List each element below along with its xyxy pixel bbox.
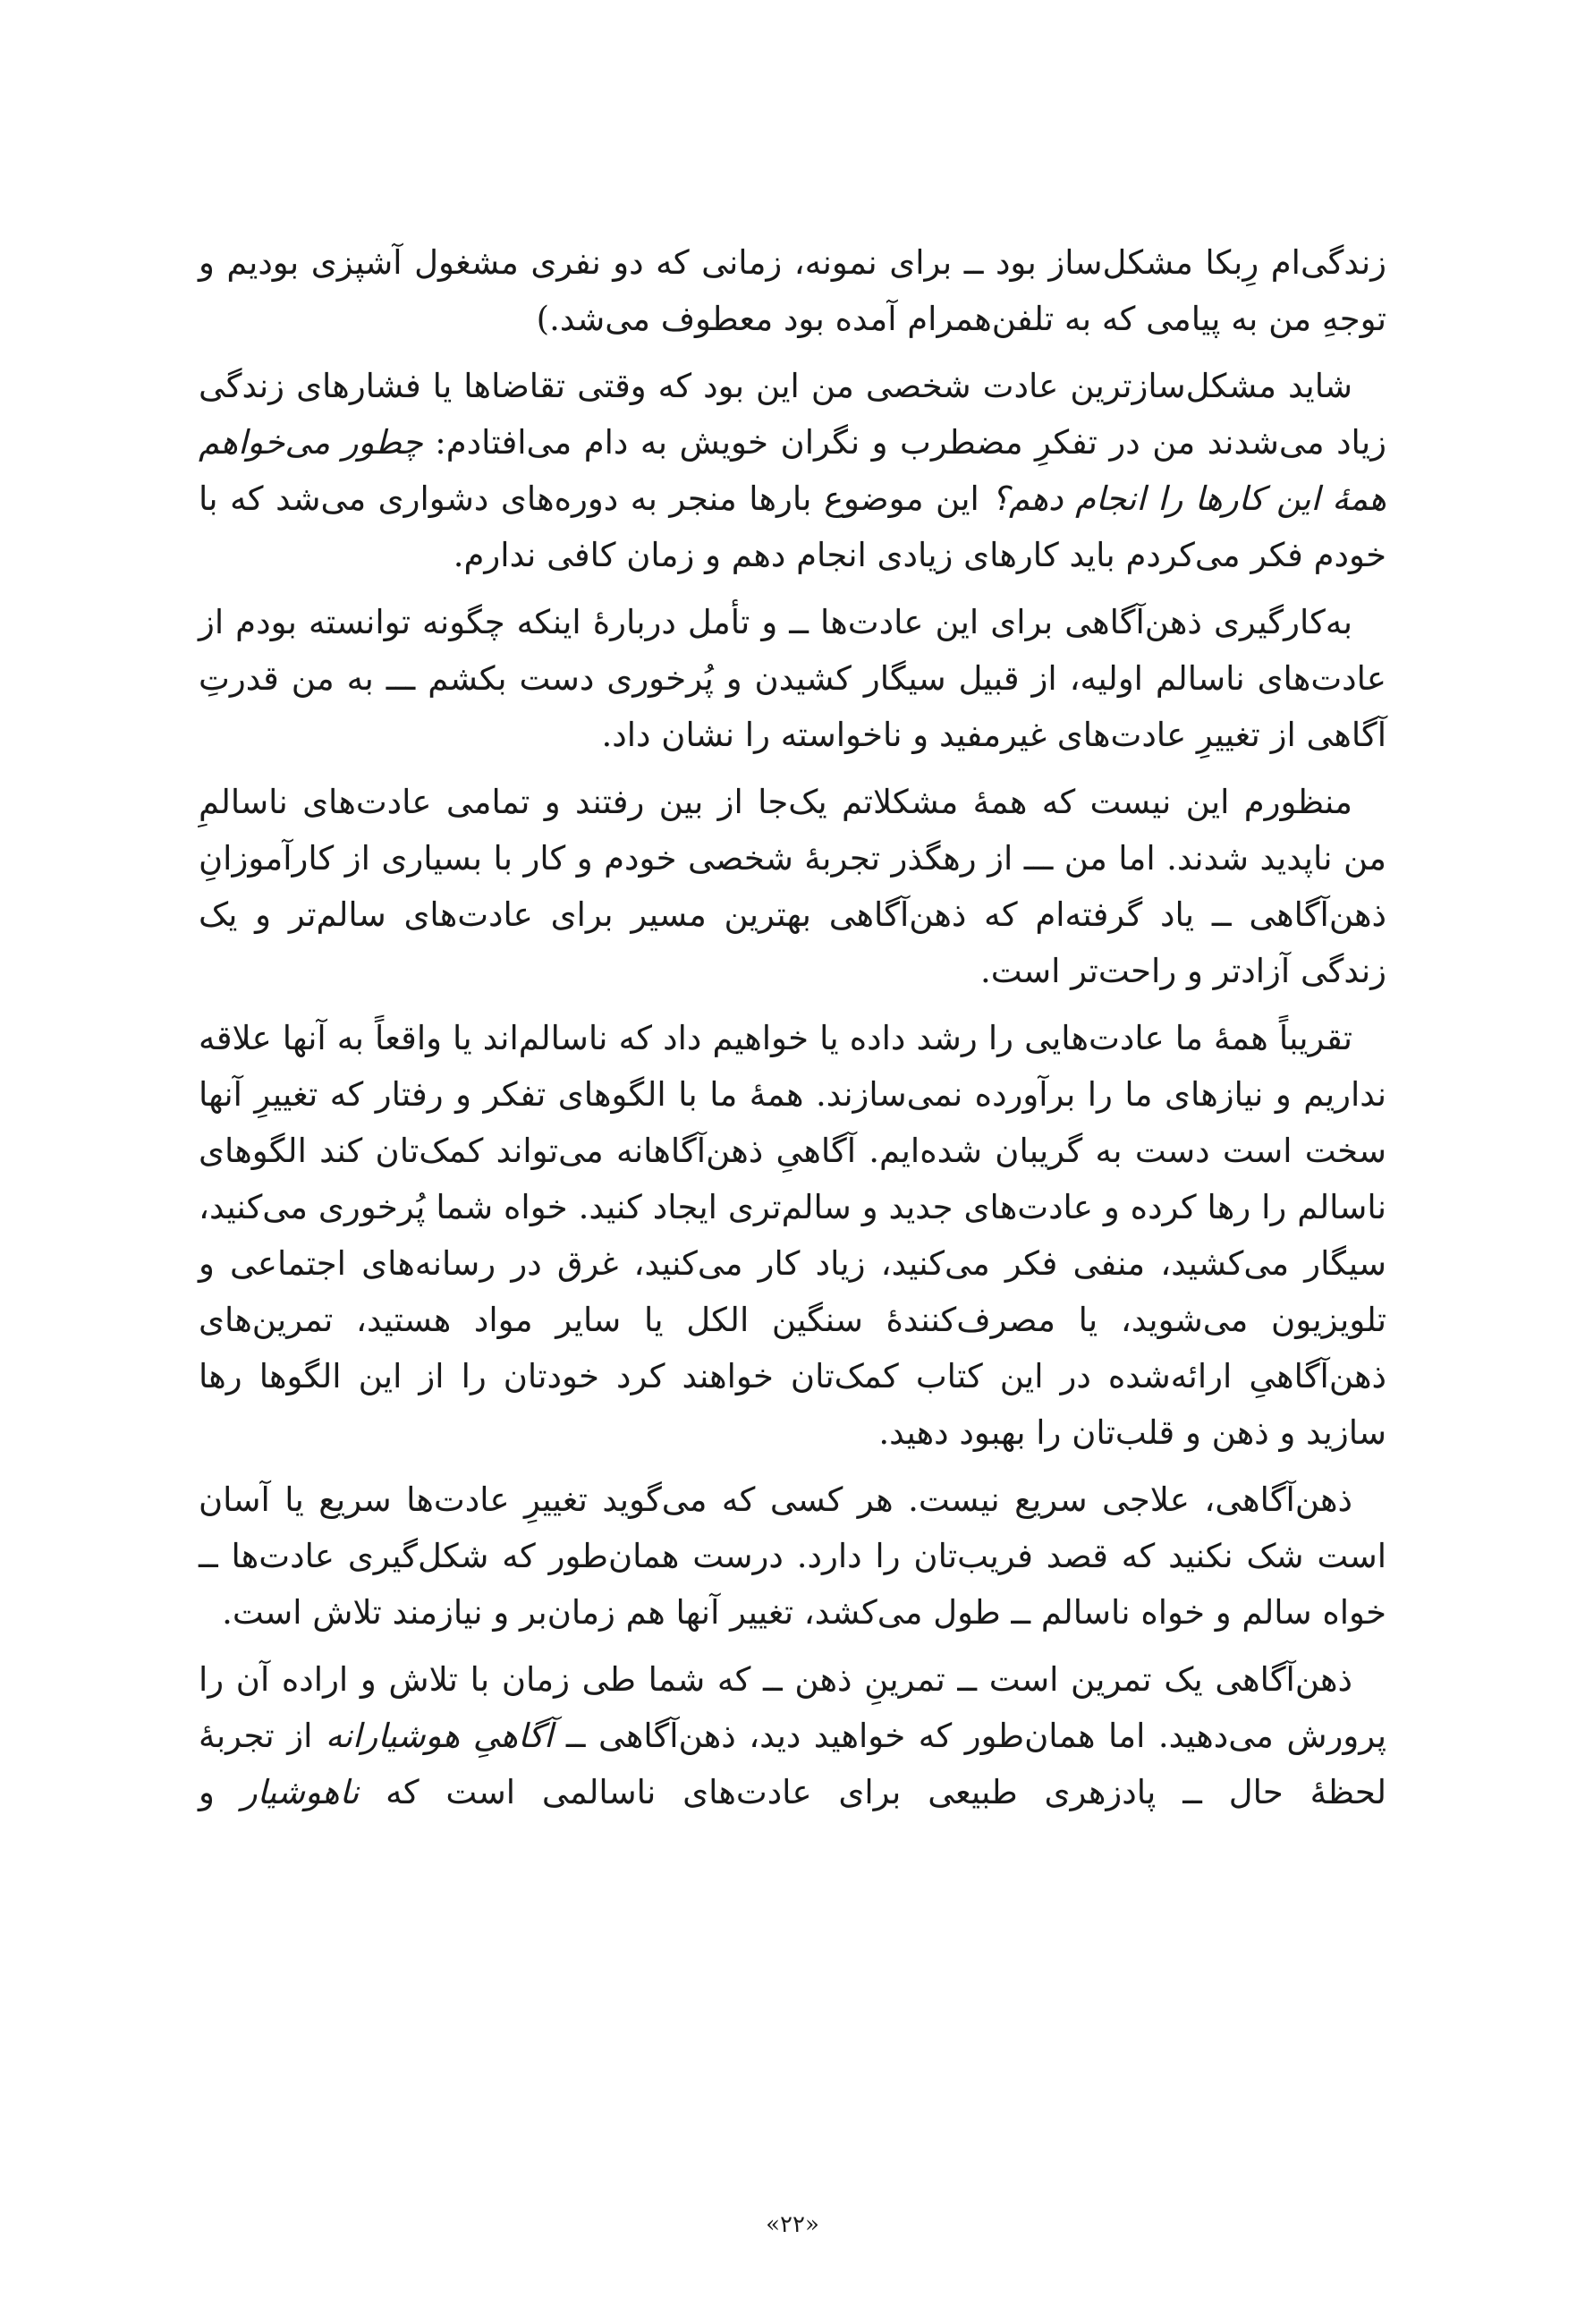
- paragraph: [199, 1472, 1386, 1641]
- text-run: از تجربهٔ لحظهٔ حال ــ پادزهری طبیعی برای عادت‌های ناسالمی است که: [199, 1717, 1386, 1811]
- page-number: «۲۲»: [766, 2211, 819, 2238]
- italic-text: آگاهیِ هوشیارانه: [325, 1717, 554, 1755]
- paragraph: [199, 1651, 1386, 1820]
- paragraph: [199, 358, 1386, 583]
- text-run: زندگی‌ام رِبکا مشکل‌ساز بود ــ برای نمونه، زمانی که دو نفری مشغول آشپزی بودیم و توجهِ من به پیامی که به تلفن‌همرام آمده بود معطوف می‌شد.): [199, 243, 1386, 338]
- italic-text: چطور می‌خواهم همهٔ این کارها را انجام دهم؟: [199, 423, 1386, 518]
- text-run: این موضوع بارها منجر به دوره‌های دشواری می‌شد که با خودم فکر می‌کردم باید کارهای زیادی انجام دهم و زمان کافی ندارم.: [199, 479, 1386, 574]
- text-run: و: [199, 1773, 242, 1811]
- paragraph: [199, 234, 1386, 347]
- paragraph: [199, 774, 1386, 999]
- text-run: به‌کارگیری ذهن‌آگاهی برای این عادت‌ها ــ و تأمل دربارهٔ اینکه چگونه توانسته بودم از عادت‌های ناسالم اولیه، از قبیل سیگار کشیدن و پُرخوری دست بکشم ـــ به من قدرتِ آگاهی از تغییرِ عادت‌های غیرمفید و ناخواسته را نشان داد.: [199, 603, 1386, 754]
- text-run: تقریباً همهٔ ما عادت‌هایی را رشد داده یا خواهیم داد که ناسالم‌اند یا واقعاً به آنها علاقه نداریم و نیازهای ما را برآورده نمی‌سازند. همهٔ ما با الگوهای تفکر و رفتار که تغییرِ آنها سخت است دست به گریبان شده‌ایم. آگاهیِ ذهن‌آگاهانه می‌تواند کمک‌تان کند الگوهای ناسالم را رها کرده و عادت‌های جدید و سالم‌تری ایجاد کنید. خواه شما پُرخوری می‌کنید، سیگار می‌کشید، منفی فکر می‌کنید، زیاد کار می‌کنید، غرق در رسانه‌های اجتماعی و تلویزیون می‌شوید، یا مصرف‌کنندهٔ سنگین الکل یا سایر مواد هستید، تمرین‌های ذهن‌آگاهیِ ارائه‌شده در این کتاب کمک‌تان خواهند کرد خودتان را از این الگوها رها سازید و ذهن و قلب‌تان را بهبود دهید.: [199, 1019, 1386, 1452]
- text-run: ذهن‌آگاهی یک تمرین است ــ تمرینِ ذهن ــ که شما طی زمان با تلاش و اراده آن را پرورش می‌دهید. اما همان‌طور که خواهید دید، ذهن‌آگاهی ــ: [199, 1660, 1387, 1755]
- paragraph: [199, 594, 1386, 763]
- italic-text: ناهوشیار: [241, 1773, 360, 1811]
- text-run: منظورم این نیست که همهٔ مشکلاتم یک‌جا از بین رفتند و تمامی عادت‌های ناسالمِ من ناپدید شدند. اما من ـــ از رهگذر تجربهٔ شخصی خودم و کار با بسیاری از کارآموزانِ ذهن‌آگاهی ــ یاد گرفته‌ام که ذهن‌آگاهی بهترین مسیر برای عادت‌های سالم‌تر و یک زندگی آزادتر و راحت‌تر است.: [199, 783, 1386, 990]
- body-text: [199, 234, 1386, 1831]
- text-run: شاید مشکل‌سازترین عادت شخصی من این بود که وقتی تقاضاها یا فشارهای زندگی زیاد می‌شدند من در تفکرِ مضطرب و نگران خویش به دام می‌افتادم:: [199, 367, 1386, 462]
- text-run: ذهن‌آگاهی، علاجی سریع نیست. هر کسی که می‌گوید تغییرِ عادت‌ها سریع یا آسان است شک نکنید که قصد فریب‌تان را دارد. درست همان‌طور که شکل‌گیری عادت‌ها ــ خواه سالم و خواه ناسالم ــ طول می‌کشد، تغییر آنها هم زمان‌بر و نیازمند تلاش است.: [199, 1480, 1386, 1632]
- paragraph: [199, 1010, 1386, 1461]
